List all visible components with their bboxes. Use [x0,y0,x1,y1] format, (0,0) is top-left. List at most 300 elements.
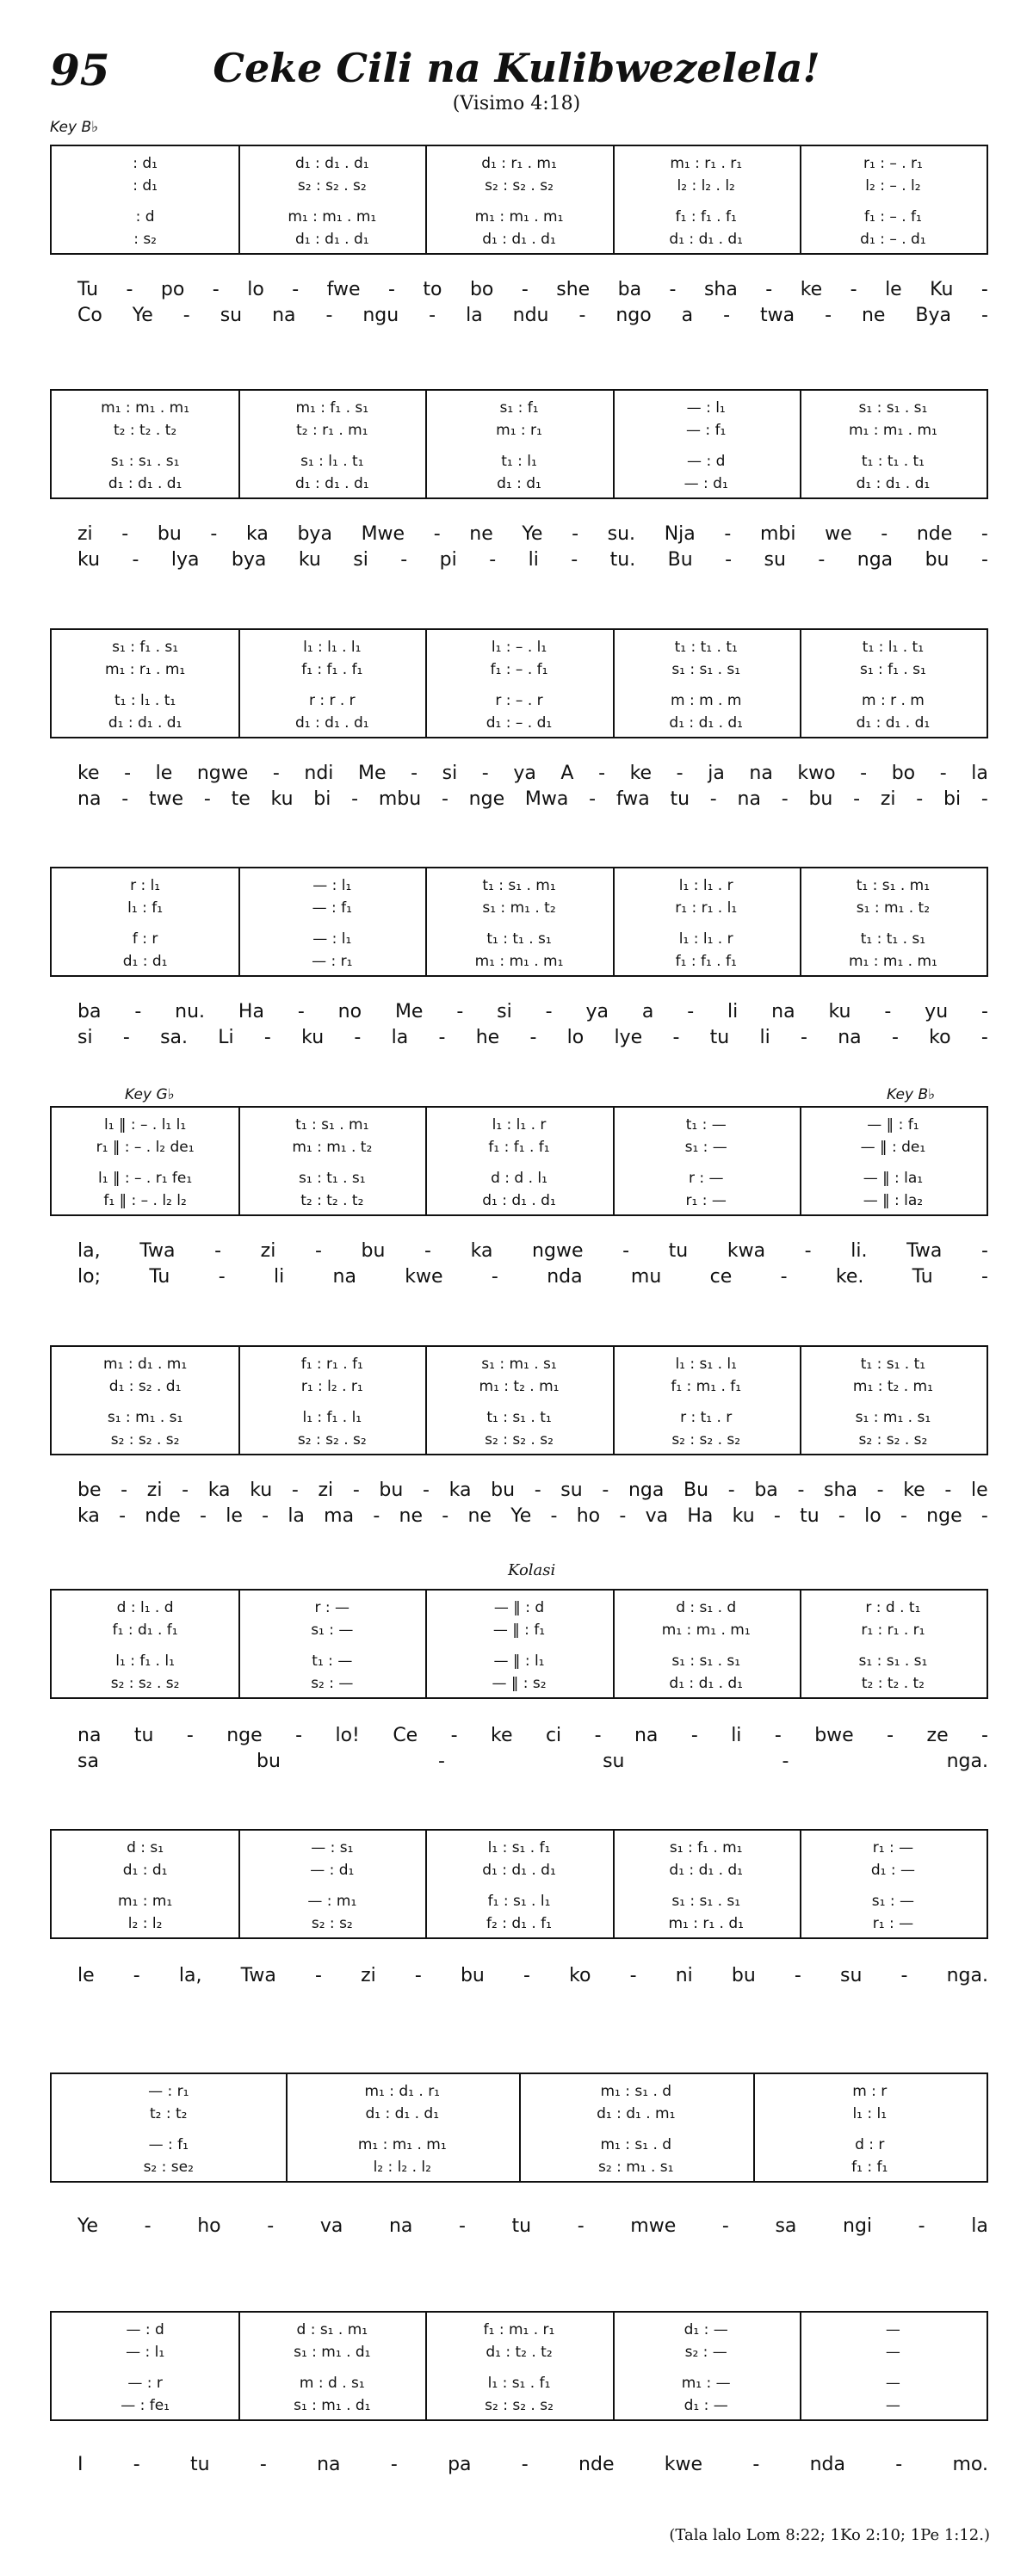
note-cell: f₁ : f₁ . f₁ [675,208,737,225]
note-cell: d₁ : d₁ . d₁ [669,1862,743,1879]
note-cell: m₁ : m₁ [117,1893,173,1910]
lyric-syllable: ke [800,279,823,300]
lyric-syllable: - [121,523,129,545]
lyric-syllable: su [603,1751,625,1772]
lyric-syllable: bya [231,549,267,571]
lyric-syllable: va [645,1505,669,1527]
lyric-syllable: - [629,1965,637,1986]
note-cell: m₁ : t₂ . m₁ [852,1378,933,1395]
lyric-syllable: - [182,305,190,326]
chorus-label: Kolasi [508,1561,556,1579]
lyric-syllable: lya [170,549,200,571]
lyric-syllable: - [860,763,868,784]
note-cell: s₁ : f₁ . s₁ [112,639,179,656]
note-cell: s₂ : s₂ . s₂ [110,1431,180,1449]
note-cell: l₁ : f₁ . l₁ [302,1409,362,1426]
lyric-syllable: - [550,1505,558,1527]
lyric-syllable: - [450,1725,458,1746]
lyric-syllable: Ye [510,1505,532,1527]
lyric-syllable: Tu [149,1266,170,1288]
lyric-syllable: ka [246,523,269,545]
lyric-syllable: na [634,1725,659,1746]
lyric-line [77,549,988,571]
lyric-syllable: fwa [615,788,650,810]
lyric-syllable: nga [857,549,894,571]
note-cell: m₁ : — [681,2375,731,2392]
lyric-syllable: Nja [664,523,696,545]
lyric-syllable: li [273,1266,285,1288]
lyric-syllable: - [314,1240,322,1262]
voice-part [52,2083,987,2100]
lyric-syllable: - [980,549,988,571]
note-cell: t₁ : t₁ . t₁ [861,453,925,470]
note-cell: s₂ : s₂ . s₂ [671,1431,741,1449]
lyric-syllable: A [560,763,574,784]
note-cell: t₂ : t₂ [150,2105,188,2122]
lyric-syllable: le [970,1480,988,1501]
lyric-line [77,2215,988,2237]
voice-part [52,475,987,492]
lyric-syllable: na [388,2215,413,2237]
lyric-line [77,523,988,545]
note-cell: — ‖ : la₂ [863,1192,924,1209]
lyric-syllable: ne [861,305,886,326]
lyric-syllable: sha [824,1480,857,1501]
note-cell: s₁ : t₁ . s₁ [299,1170,366,1187]
note-cell: m₁ : m₁ . m₁ [288,208,377,225]
lyric-syllable: - [133,2454,140,2475]
note-cell: — : f₁ [148,2136,189,2153]
note-cell: r : t₁ . r [680,1409,733,1426]
lyric-syllable: - [838,1505,845,1527]
lyric-syllable: - [218,1266,226,1288]
lyric-syllable: twe [148,788,184,810]
note-cell: d₁ : t₂ . t₂ [486,2344,553,2361]
lyric-syllable: ku [77,549,101,571]
note-cell: l₁ : l₁ . r [492,1116,547,1134]
lyric-syllable: - [794,1965,801,1986]
lyric-syllable: - [263,1027,271,1048]
note-cell: d₁ : s₂ . d₁ [108,1378,182,1395]
voice-part [52,2105,987,2122]
note-cell: t₁ : — [685,1116,727,1134]
lyric-line [77,1266,988,1288]
note-cell: — : l₁ [686,399,726,417]
lyric-syllable: ngwe [532,1240,584,1262]
lyric-syllable: bu [491,1480,516,1501]
note-cell: d₁ : d₁ [497,475,541,492]
lyric-syllable: ko [929,1027,951,1048]
note-cell: l₁ : s₁ . f₁ [487,2375,551,2392]
lyric-syllable: li [528,549,539,571]
lyric-syllable: kwa [727,1240,766,1262]
staff-system [50,867,988,977]
lyric-syllable: ku [270,788,294,810]
lyric-syllable: - [414,1965,422,1986]
lyric-syllable: - [765,279,773,300]
note-cell: : d₁ [133,177,158,195]
note-cell: s₂ : s₂ . s₂ [858,1431,928,1449]
lyric-syllable: - [619,1505,627,1527]
note-cell: d₁ : d₁ . d₁ [482,231,556,248]
note-cell: s₁ : s₁ . s₁ [110,453,180,470]
lyric-syllable: la [466,305,483,326]
voice-part [52,953,987,970]
lyric-syllable: - [429,305,436,326]
lyric-syllable: nga [628,1480,665,1501]
staff-system [50,1106,988,1216]
lyric-syllable: na [77,788,102,810]
lyric-syllable: - [424,1240,431,1262]
note-cell: t₁ : — [312,1652,353,1670]
lyric-syllable: - [672,1027,680,1048]
lyric-syllable: ci [545,1725,562,1746]
lyric-syllable: - [124,763,132,784]
lyric-syllable: twa [760,305,795,326]
note-cell: r : — [688,1170,724,1187]
note-cell: s₁ : — [871,1893,915,1910]
lyric-syllable: tu [709,1027,730,1048]
note-cell: f₁ : – . f₁ [863,208,922,225]
lyric-syllable: kwo [797,763,836,784]
lyric-syllable: Twa [240,1965,276,1986]
note-cell: l₁ ‖ : – . l₁ l₁ [104,1116,187,1134]
lyric-syllable: - [980,788,988,810]
note-cell: f₁ : – . f₁ [490,661,548,678]
lyric-syllable: - [214,1240,222,1262]
lyric-syllable: Bu [667,549,693,571]
note-cell: r₁ : r₁ . r₁ [861,1622,925,1639]
lyric-syllable: - [126,279,133,300]
lyric-line [77,2454,988,2475]
lyric-syllable: Li [218,1027,234,1048]
lyric-syllable: ka [448,1480,472,1501]
lyric-syllable: ke [629,763,653,784]
note-cell: s₁ : s₁ . s₁ [671,1893,741,1910]
note-cell: — : r₁ [148,2083,189,2100]
lyric-syllable: bwe [814,1725,854,1746]
lyric-line [77,305,988,326]
note-cell: — ‖ : la₁ [863,1170,924,1187]
voice-part [52,2375,987,2392]
lyric-syllable: Me [394,1001,424,1022]
note-cell: f₁ : f₁ . f₁ [488,1139,550,1156]
note-cell: d₁ : d₁ . d₁ [365,2105,440,2122]
voice-part [52,877,987,894]
lyric-syllable: sa [775,2215,797,2237]
voice-part [52,930,987,948]
lyric-syllable: ngu [362,305,399,326]
lyric-syllable: - [521,279,529,300]
lyric-syllable: - [676,763,684,784]
voice-part [52,1652,987,1670]
voice-part [52,231,987,248]
lyric-syllable: ja [708,763,725,784]
note-cell: d₁ : d₁ . d₁ [482,1862,556,1879]
lyric-syllable: ma [324,1505,355,1527]
lyric-syllable: su [560,1480,583,1501]
lyric-syllable: - [267,2215,275,2237]
hymn-number: 95 [50,45,110,96]
lyric-syllable: Ha [238,1001,264,1022]
lyric-syllable: lo! [335,1725,360,1746]
lyric-syllable: - [133,1965,140,1986]
lyric-syllable: kwe [405,1266,443,1288]
voice-part [52,1139,987,1156]
lyric-syllable: - [727,1480,735,1501]
note-cell: s₂ : s₂ . s₂ [485,177,554,195]
lyric-syllable: zi [880,788,896,810]
note-cell: d : s₁ . m₁ [296,2321,368,2338]
note-cell: m₁ : s₁ . d [600,2136,672,2153]
lyric-syllable: - [780,1266,788,1288]
lyric-line [77,1751,988,1772]
lyric-syllable: bi [313,788,331,810]
note-cell: l₂ : – . l₂ [865,177,921,195]
note-cell: d : l₁ . d [116,1599,174,1616]
lyric-syllable: nde [578,2454,615,2475]
note-cell: s₂ : s₂ . s₂ [297,177,367,195]
lyric-syllable: I [77,2454,84,2475]
note-cell: m₁ : d₁ . m₁ [103,1356,188,1373]
lyric-syllable: Ku [930,279,954,300]
note-cell: l₁ ‖ : – . r₁ fe₁ [98,1170,193,1187]
note-cell: t₂ : t₂ . t₂ [300,1192,364,1209]
lyric-syllable: nde [916,523,953,545]
note-cell: l₁ : s₁ . l₁ [675,1356,737,1373]
lyric-syllable: be [77,1480,102,1501]
lyric-syllable: ce [709,1266,733,1288]
lyric-syllable: - [119,1505,127,1527]
lyric-syllable: - [297,1001,305,1022]
note-cell: d : s₁ . d [676,1599,737,1616]
lyric-syllable: lo [566,1027,585,1048]
lyric-syllable: la, [178,1965,202,1986]
lyric-syllable: lo [864,1505,881,1527]
lyric-line [77,788,988,810]
note-cell: m₁ : m₁ . t₂ [292,1139,373,1156]
lyric-syllable: - [438,1027,446,1048]
lyric-syllable: Co [77,305,102,326]
lyric-syllable: - [200,1505,207,1527]
note-cell: l₂ : l₂ . l₂ [373,2159,431,2176]
lyric-syllable: Mwa [524,788,569,810]
lyric-syllable: ndi [304,763,334,784]
lyric-syllable: ndu [512,305,549,326]
key-label-g-flat: Key G♭ [125,1086,175,1103]
note-cell: s₁ : m₁ . t₂ [856,899,931,917]
voice-part [52,1170,987,1187]
note-cell: — ‖ : s₂ [492,1675,547,1692]
lyric-syllable: - [210,523,218,545]
lyric-syllable: ke [77,763,100,784]
lyric-syllable: si [497,1001,512,1022]
lyric-syllable: la [391,1027,409,1048]
lyric-line [77,1965,988,1986]
lyric-syllable: no [337,1001,362,1022]
note-cell: s₁ : m₁ . d₁ [294,2344,371,2361]
note-cell: d₁ : – . d₁ [486,714,553,732]
staff-system [50,1829,988,1939]
lyric-syllable: tu [800,1505,820,1527]
note-cell: m₁ : m₁ . m₁ [474,208,564,225]
note-cell: m₁ : r₁ . m₁ [104,661,186,678]
note-cell: f₁ : f₁ . f₁ [675,953,737,970]
lyric-syllable: - [121,788,129,810]
note-cell: — ‖ : l₁ [493,1652,545,1670]
lyric-line [77,279,988,300]
note-cell: t₁ : s₁ . m₁ [482,877,556,894]
lyric-syllable: li. [851,1240,868,1262]
lyric-syllable: va [319,2215,343,2237]
lyric-syllable: - [292,279,300,300]
note-cell: l₁ : l₁ . r [678,930,733,948]
lyric-syllable: - [801,1027,807,1048]
note-cell: d₁ : d₁ [122,1862,168,1879]
note-cell: — : f₁ [312,899,352,917]
voice-part [52,1839,987,1856]
note-cell: l₁ : f₁ . l₁ [115,1652,175,1670]
note-cell: : s₂ [133,231,157,248]
staff-system [50,628,988,738]
note-cell: d₁ : d₁ . m₁ [597,2105,676,2122]
voice-part [52,2344,987,2361]
lyric-syllable: ku [298,549,321,571]
lyric-syllable: she [556,279,591,300]
lyric-syllable: zi [146,1480,163,1501]
lyric-syllable: - [797,1480,805,1501]
lyric-syllable: bu [731,1965,756,1986]
note-cell: — : fe₁ [121,2397,170,2414]
lyric-syllable: - [291,1480,299,1501]
note-cell: r : — [314,1599,350,1616]
lyric-syllable: - [876,1480,884,1501]
note-cell: t₁ : t₁ . s₁ [486,930,552,948]
lyric-syllable: nge [468,788,505,810]
voice-part [52,1431,987,1449]
lyric-syllable: le [885,279,902,300]
lyric-syllable: nga. [946,1751,988,1772]
note-cell: d₁ : d₁ . d₁ [856,714,931,732]
lyric-syllable: na [838,1027,862,1048]
lyric-syllable: li [727,1001,739,1022]
note-cell: m₁ : m₁ . m₁ [357,2136,447,2153]
note-cell: — : l₁ [312,877,352,894]
note-cell: d₁ : d₁ . d₁ [669,1675,743,1692]
note-cell: m₁ : s₁ . d [600,2083,672,2100]
lyric-syllable: ya [513,763,536,784]
note-cell: d₁ : r₁ . m₁ [481,155,557,172]
lyric-syllable: na [749,763,773,784]
note-cell: — : l₁ [312,930,352,948]
lyric-syllable: tu [133,1725,154,1746]
lyric-syllable: ku [301,1027,325,1048]
note-cell: m₁ : r₁ . d₁ [668,1915,744,1932]
lyric-line [77,1480,988,1501]
note-cell: r₁ : l₂ . r₁ [300,1378,363,1395]
note-cell: d₁ : d₁ . d₁ [295,475,369,492]
note-cell: l₁ : f₁ [127,899,164,917]
note-cell: m₁ : d₁ . r₁ [364,2083,441,2100]
lyric-syllable: bu [257,1751,281,1772]
lyric-syllable: ku [250,1480,273,1501]
voice-part [52,692,987,709]
lyric-syllable: su [840,1965,863,1986]
lyric-syllable: a [681,305,694,326]
staff-system [50,2311,988,2421]
note-cell: s₂ : s₂ . s₂ [297,1431,367,1449]
lyric-syllable: si [77,1027,93,1048]
note-cell: r₁ : — [872,1839,914,1856]
lyric-syllable: tu [190,2454,210,2475]
note-cell: — : l₁ [126,2344,165,2361]
lyric-syllable: - [781,788,789,810]
lyric-syllable: nda [547,1266,583,1288]
lyric-syllable: la [288,1505,305,1527]
lyric-syllable: - [481,763,489,784]
lyric-syllable: mwe [630,2215,677,2237]
note-cell: t₁ : s₁ . m₁ [295,1116,369,1134]
lyric-syllable: Ha [687,1505,714,1527]
note-cell: f₁ : s₁ . l₁ [487,1893,551,1910]
lyric-syllable: - [891,1027,899,1048]
note-cell: m₁ : m₁ . m₁ [848,953,937,970]
lyric-syllable: - [916,788,924,810]
lyric-syllable: - [980,279,988,300]
lyric-syllable: mbu [378,788,422,810]
note-cell: — [885,2344,900,2361]
lyric-syllable: - [259,2454,267,2475]
lyric-syllable: - [411,763,418,784]
lyric-syllable: nge [226,1725,263,1746]
lyric-syllable: sa. [160,1027,188,1048]
lyric-syllable: - [818,549,826,571]
lyric-syllable: Ye [77,2215,99,2237]
lyric-syllable: la, [77,1240,101,1262]
note-cell: d₁ : d₁ . d₁ [295,231,369,248]
lyric-syllable: sa [77,1751,99,1772]
lyric-syllable: - [373,1505,380,1527]
note-cell: m₁ : m₁ . m₁ [848,422,937,439]
lyric-syllable: - [489,549,497,571]
lyric-syllable: - [725,549,733,571]
lyric-syllable: le [155,763,173,784]
lyric-syllable: - [900,1965,908,1986]
lyric-syllable: - [782,1751,789,1772]
note-cell: m₁ : t₂ . m₁ [479,1378,560,1395]
lyric-syllable: tu [511,2215,532,2237]
note-cell: l₁ : l₁ . r [678,877,733,894]
note-cell: r : r . r [308,692,356,709]
lyric-syllable: - [314,1965,322,1986]
note-cell: m₁ : r₁ [496,422,542,439]
voice-part [52,2397,987,2414]
lyric-syllable: - [598,763,606,784]
note-cell: t₁ : l₁ . t₁ [114,692,176,709]
note-cell: — : d₁ [310,1862,355,1879]
note-cell: m₁ : r₁ . r₁ [670,155,743,172]
lyric-syllable: - [521,2454,529,2475]
lyric-syllable: - [272,763,280,784]
note-cell: d₁ : d₁ . d₁ [108,475,182,492]
lyric-syllable: ngwe [196,763,249,784]
staff-system [50,2073,988,2183]
voice-part [52,155,987,172]
lyric-syllable: ka [470,1240,493,1262]
lyric-syllable: lye [614,1027,643,1048]
lyric-syllable: na [77,1725,102,1746]
note-cell: l₁ : s₁ . f₁ [487,1839,551,1856]
